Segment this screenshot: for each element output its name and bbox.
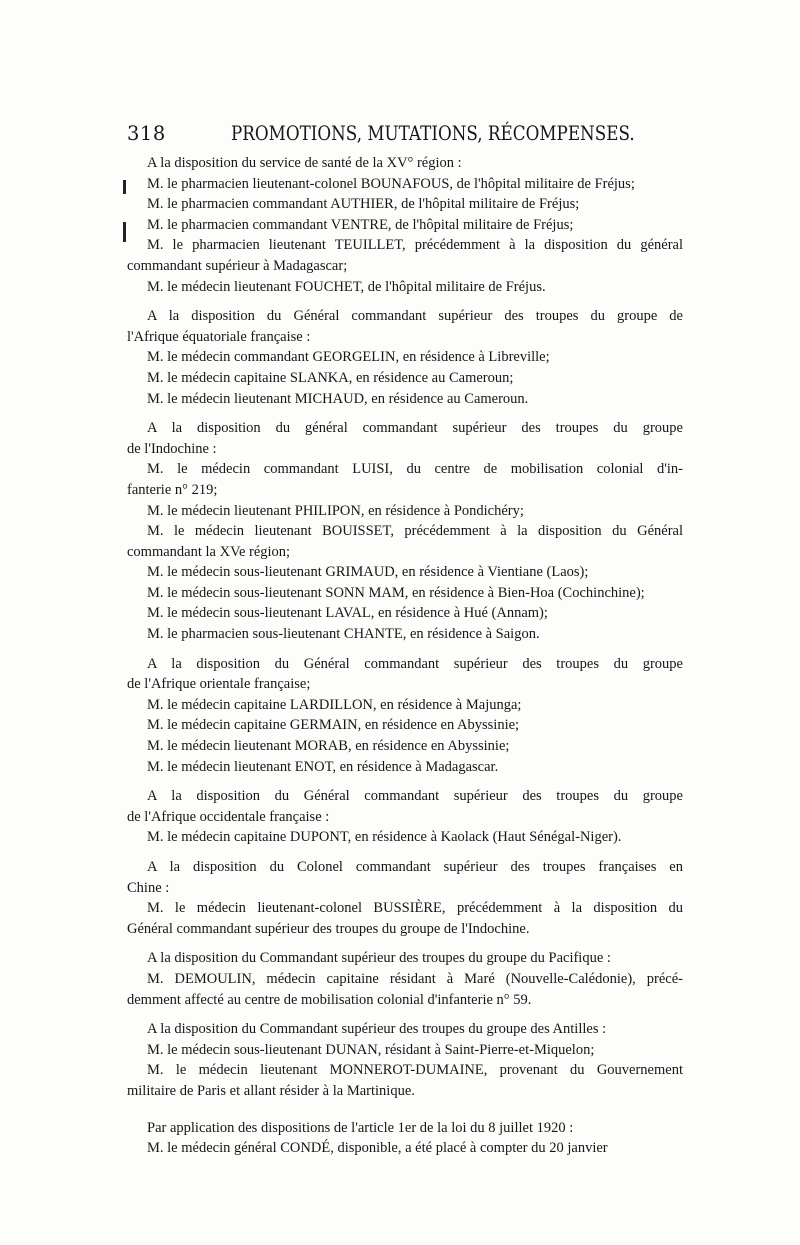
text-line: A la disposition du Commandant supérieur des troupes du groupe du Pacifique : xyxy=(147,950,611,967)
text-line: M. le médecin général CONDÉ, disponible, a été placé à compter du 20 janvier xyxy=(147,1140,608,1157)
paragraph-gap xyxy=(127,939,683,948)
text-line: M. le médecin lieutenant-colonel BUSSIÈRE, précédemment à la disposition du xyxy=(147,900,683,917)
text-line: M. le médecin capitaine SLANKA, en résidence au Cameroun; xyxy=(147,369,514,386)
text-line: l'Afrique équatoriale française : xyxy=(127,328,311,345)
text-line: M. le médecin commandant LUISI, du centre de mobilisation colonial d'in- xyxy=(147,461,683,478)
text-line: de l'Afrique occidentale française : xyxy=(127,808,330,825)
text-line: M. le médecin lieutenant FOUCHET, de l'hôpital militaire de Fréjus. xyxy=(147,278,546,295)
text-line: M. le médecin commandant GEORGELIN, en résidence à Libreville; xyxy=(147,349,550,366)
paragraph-gap xyxy=(127,645,683,654)
text-line: A la disposition du service de santé de la XV° région : xyxy=(147,155,462,171)
text-line: M. le médecin lieutenant MICHAUD, en résidence au Cameroun. xyxy=(147,390,529,407)
paragraph-gap xyxy=(127,777,683,786)
text-line: de l'Indochine : xyxy=(127,440,217,457)
text-line: M. le médecin sous-lieutenant SONN MAM, en résidence à Bien-Hoa (Cochinchine); xyxy=(147,584,645,601)
text-line: M. le médecin capitaine DUPONT, en résidence à Kaolack (Haut Sénégal-Niger). xyxy=(147,829,622,846)
text-line: M. le pharmacien commandant AUTHIER, de l'hôpital militaire de Fréjus; xyxy=(147,196,580,213)
text-line: M. le médecin lieutenant PHILIPON, en résidence à Pondichéry; xyxy=(147,502,524,519)
margin-mark xyxy=(123,180,126,194)
text-line: M. le médecin capitaine LARDILLON, en résidence à Majunga; xyxy=(147,696,522,713)
text-line: commandant la XVe région; xyxy=(127,543,291,560)
text-line: de l'Afrique orientale française; xyxy=(127,676,311,693)
text-line: Chine : xyxy=(127,879,170,896)
text-line: fanterie n° 219; xyxy=(127,481,218,498)
paragraph-gap xyxy=(127,848,683,857)
text-line: A la disposition du Général commandant supérieur des troupes du groupe xyxy=(147,788,683,805)
text-line: Général commandant supérieur des troupes du groupe de l'Indochine. xyxy=(127,920,530,937)
text-line: A la disposition du Commandant supérieur des troupes du groupe des Antilles : xyxy=(147,1021,607,1038)
text-line: A la disposition du Colonel commandant supérieur des troupes françaises en xyxy=(147,859,683,875)
text-line: M. le médecin capitaine GERMAIN, en résidence en Abyssinie; xyxy=(147,717,520,734)
text-line: M. le médecin sous-lieutenant LAVAL, en résidence à Hué (Annam); xyxy=(147,605,548,622)
text-line: M. le médecin sous-lieutenant GRIMAUD, en résidence à Vientiane (Laos); xyxy=(147,564,589,581)
margin-mark xyxy=(123,222,126,242)
running-title: PROMOTIONS, MUTATIONS, RÉCOMPENSES. xyxy=(231,122,635,145)
text-line: militaire de Paris et allant résider à la Martinique. xyxy=(127,1082,415,1099)
text-line: commandant supérieur à Madagascar; xyxy=(127,257,348,274)
text-line: M. le pharmacien commandant VENTRE, de l'hôpital militaire de Fréjus; xyxy=(147,216,574,233)
text-line: M. le pharmacien lieutenant TEUILLET, précédemment à la disposition du général xyxy=(147,237,683,254)
paragraph-gap xyxy=(127,1102,683,1118)
paragraph-gap xyxy=(127,1010,683,1019)
paragraph-gap xyxy=(127,297,683,306)
text-line: A la disposition du général commandant supérieur des troupes du groupe xyxy=(147,420,683,437)
page-header xyxy=(127,122,683,152)
page-number: 318 xyxy=(127,122,166,145)
text-line: M. le médecin lieutenant MORAB, en résidence en Abyssinie; xyxy=(147,738,510,755)
text-line: M. DEMOULIN, médecin capitaine résidant à Maré (Nouvelle-Calédonie), précé- xyxy=(147,970,683,987)
text-line: M. le médecin lieutenant BOUISSET, précédemment à la disposition du Général xyxy=(147,523,683,540)
text-line: M. le médecin lieutenant MONNEROT-DUMAINE, provenant du Gouvernement xyxy=(147,1062,683,1079)
document-body xyxy=(127,153,683,1159)
text-line: A la disposition du Général commandant supérieur des troupes du groupe de xyxy=(147,308,683,325)
text-line: M. le médecin sous-lieutenant DUNAN, résidant à Saint-Pierre-et-Miquelon; xyxy=(147,1041,595,1058)
text-line: demment affecté au centre de mobilisation colonial d'infanterie n° 59. xyxy=(127,991,532,1008)
text-line: M. le pharmacien lieutenant-colonel BOUNAFOUS, de l'hôpital militaire de Fréjus; xyxy=(147,175,635,192)
text-line: M. le médecin lieutenant ENOT, en résidence à Madagascar. xyxy=(147,758,499,775)
paragraph-gap xyxy=(127,409,683,418)
text-line: M. le pharmacien sous-lieutenant CHANTE, en résidence à Saigon. xyxy=(147,626,540,643)
text-line: A la disposition du Général commandant supérieur des troupes du groupe xyxy=(147,655,683,672)
text-line: Par application des dispositions de l'article 1er de la loi du 8 juillet 1920 : xyxy=(147,1119,574,1136)
